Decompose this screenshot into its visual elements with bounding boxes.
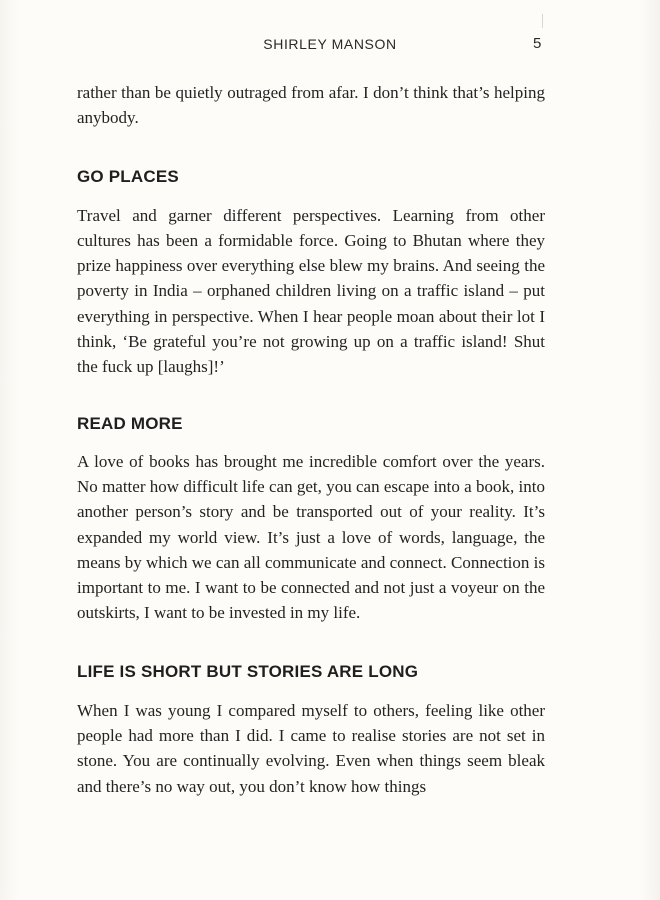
section-paragraph-go-places: Travel and garner different perspectives. Learning from other cultures has been a formidable force. Going to Bhutan where they prize happiness over everything else blew my brains. And seeing the poverty in India – orphaned children living on a traffic island – put everything in perspective. When I hear people moan about their lot I think, ‘Be grateful you’re not growing up on a traffic island! Shut the fuck up [laughs]!’ bbox=[77, 205, 545, 377]
running-head: SHIRLEY MANSON bbox=[263, 36, 397, 52]
scan-artifact bbox=[542, 14, 543, 28]
page-number: 5 bbox=[533, 35, 542, 52]
page-body bbox=[77, 78, 545, 799]
section-heading-go-places: GO PLACES bbox=[77, 166, 179, 186]
lead-paragraph: rather than be quietly outraged from afar. I don’t think that’s helping anybody. bbox=[77, 83, 545, 128]
section-paragraph-read-more: A love of books has brought me incredible comfort over the years. No matter how difficult life can get, you can escape into a book, into another person’s story and be transported out of your reality. It’s expanded my world view. It’s just a love of words, language, the means by which we can all communicate and connect. Connection is important to me. I want to be connected and not just a voyeur on the outskirts, I want to be invested in my life. bbox=[77, 451, 545, 623]
section-heading-read-more: READ MORE bbox=[77, 413, 183, 433]
section-heading-life-is-short: LIFE IS SHORT BUT STORIES ARE LONG bbox=[77, 661, 419, 681]
section-paragraph-life-is-short: When I was young I compared myself to others, feeling like other people had more than I did. I came to realise stories are not set in stone. You are continually evolving. Even when things seem bleak and there’s no way out, you don’t know how things bbox=[77, 700, 545, 796]
